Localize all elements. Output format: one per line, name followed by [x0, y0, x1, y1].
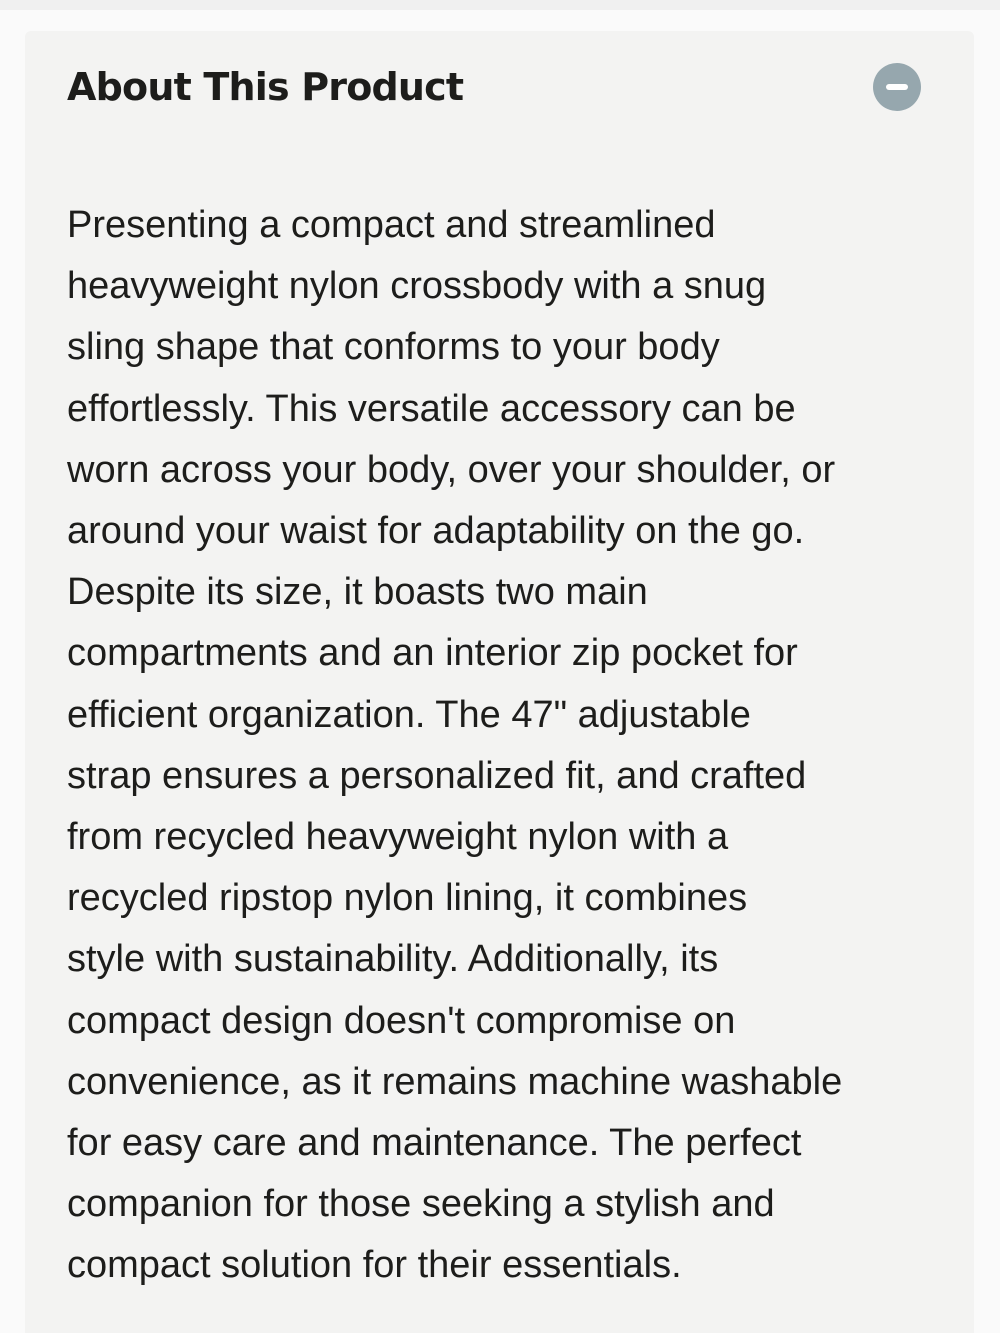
description-line: style with sustainability. Additionally, its — [67, 938, 719, 981]
description-line: compartments and an interior zip pocket for — [67, 632, 798, 675]
description-line: Despite its size, it boasts two main — [67, 571, 648, 614]
description-line: compact design doesn't compromise on — [67, 999, 736, 1042]
description-line: heavyweight nylon crossbody with a snug — [67, 265, 767, 308]
description-line: effortlessly. This versatile accessory can be — [67, 387, 796, 430]
section-title: About This Product — [67, 65, 464, 109]
description-line: from recycled heavyweight nylon with a — [67, 816, 729, 859]
about-product-panel — [25, 31, 974, 1333]
description-line: Presenting a compact and streamlined — [67, 204, 716, 246]
product-description — [67, 195, 927, 1297]
minus-circle-icon — [886, 84, 908, 90]
description-line: companion for those seeking a stylish and — [67, 1183, 775, 1226]
description-line: worn across your body, over your shoulder, or — [67, 448, 836, 491]
collapse-button[interactable] — [873, 63, 921, 111]
description-line: around your waist for adaptability on the go. — [67, 510, 805, 553]
description-line: convenience, as it remains machine washable — [67, 1060, 843, 1103]
description-line: sling shape that conforms to your body — [67, 326, 720, 369]
description-line: strap ensures a personalized fit, and crafted — [67, 754, 807, 797]
description-line: efficient organization. The 47" adjustable — [67, 693, 751, 736]
description-line: for easy care and maintenance. The perfect — [67, 1122, 802, 1165]
accordion-header[interactable] — [67, 61, 932, 121]
page-top-divider — [0, 0, 1000, 10]
description-line: compact solution for their essentials. — [67, 1244, 682, 1287]
description-line: recycled ripstop nylon lining, it combines — [67, 877, 748, 920]
